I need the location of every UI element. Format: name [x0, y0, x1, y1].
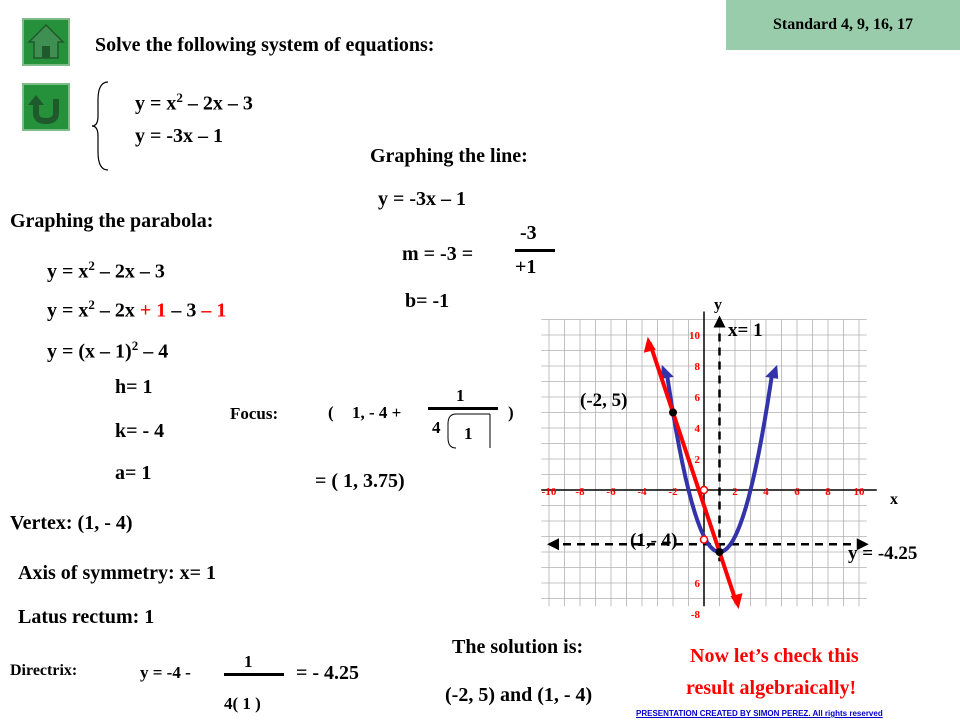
- intersection-point-2: [716, 548, 724, 556]
- directrix-result: = - 4.25: [296, 662, 360, 684]
- undo-arrow-icon: [24, 85, 68, 129]
- parabola-line1: $y = x^2 - 2x - 3$: [47, 258, 165, 283]
- vertex-text: Vertex: (1, - 4): [10, 512, 133, 534]
- x-tick-label: 2: [732, 486, 738, 498]
- system-brace: [92, 80, 112, 172]
- focus-expr: 1, - 4 +: [352, 403, 402, 422]
- vertex-k: k= - 4: [115, 420, 165, 442]
- point2-label: (1,- 4): [630, 530, 678, 551]
- focus-denominator-1: 1: [464, 424, 473, 443]
- slope-denominator: +1: [515, 256, 537, 278]
- focus-numerator: 1: [456, 386, 465, 405]
- focus-denominator-4: 4: [432, 418, 441, 437]
- back-button[interactable]: [22, 83, 70, 131]
- parabola-a: a= 1: [115, 462, 152, 484]
- latus-rectum: Latus rectum: 1: [18, 606, 155, 628]
- home-icon: [24, 20, 68, 64]
- x-tick-label: -2: [668, 486, 678, 498]
- line-heading: Graphing the line:: [370, 145, 528, 167]
- footer-credit-link[interactable]: PRESENTATION CREATED BY SIMON PEREZ. All rights reserved: [636, 709, 883, 718]
- y-tick-label: 6: [694, 392, 700, 404]
- page-title: Solve the following system of equations:: [95, 34, 435, 56]
- x-tick-label: 4: [763, 486, 769, 498]
- intersection-point-1: [669, 409, 677, 417]
- line-intercept-marker: [701, 487, 708, 494]
- directrix-line-label: y = -4.25: [848, 543, 918, 564]
- system-eq2: y = -3x – 1: [135, 125, 224, 147]
- x-axis-label: x: [890, 491, 898, 508]
- y-axis-label: y: [714, 296, 722, 314]
- slope-numerator: -3: [520, 222, 537, 244]
- parabola-heading: Graphing the parabola:: [10, 210, 214, 232]
- axis-arrow-up: [714, 316, 726, 328]
- y-tick-label: 8: [694, 361, 700, 373]
- focus-close-paren: ): [508, 403, 514, 422]
- focus-result: = ( 1, 3.75): [315, 470, 405, 492]
- parabola-line2: $y = x^2 - 2x + 1 - 3 - 1$: [47, 297, 227, 322]
- directrix-expr: y = -4 -: [140, 663, 191, 682]
- x-tick-label: 10: [853, 486, 865, 498]
- y-tick-label: -8: [690, 609, 700, 621]
- y-tick-label: 4: [694, 423, 700, 435]
- focus-label: Focus:: [230, 404, 279, 423]
- directrix-denominator: 4( 1 ): [224, 694, 261, 713]
- line-equation: y = -3x – 1: [378, 188, 467, 210]
- solution-answer: (-2, 5) and (1, - 4): [445, 684, 593, 706]
- y-intercept-marker: [701, 536, 708, 543]
- intercept-b: b= -1: [405, 290, 450, 312]
- home-button[interactable]: [22, 18, 70, 66]
- y-tick-label: 6: [694, 578, 700, 590]
- point1-label: (-2, 5): [580, 390, 628, 411]
- focus-fraction-bar: [428, 407, 498, 410]
- solution-heading: The solution is:: [452, 636, 584, 658]
- directrix-numerator: 1: [244, 652, 253, 671]
- x-tick-label: 8: [825, 486, 831, 498]
- x-tick-label: 6: [794, 486, 800, 498]
- x-tick-label: -6: [606, 486, 616, 498]
- standard-badge: Standard 4, 9, 16, 17: [726, 0, 960, 50]
- vertex-h: h= 1: [115, 376, 153, 398]
- check-message-line1: Now let’s check this: [690, 645, 859, 667]
- directrix-fraction-bar: [224, 673, 284, 676]
- parabola-arrow-right: [765, 365, 778, 379]
- y-tick-label: 2: [694, 454, 700, 466]
- system-eq1: $y = x^2 - 2x - 3$: [135, 90, 253, 115]
- slope-label: m = -3 =: [402, 243, 474, 265]
- y-tick-label: 10: [689, 330, 700, 342]
- x-tick-label: -8: [575, 486, 585, 498]
- axis-of-symmetry: Axis of symmetry: x= 1: [18, 562, 217, 584]
- axis-line-label: x= 1: [728, 320, 763, 341]
- focus-open-paren: (: [328, 403, 334, 422]
- x-tick-label: -10: [541, 486, 557, 498]
- check-message-line2: result algebraically!: [686, 677, 857, 699]
- x-tick-label: -4: [637, 486, 647, 498]
- parabola-line3: y = (x – 1)$^2$ – 4: [47, 338, 169, 363]
- directrix-label: Directrix:: [10, 662, 78, 679]
- slope-fraction-bar: [515, 249, 555, 252]
